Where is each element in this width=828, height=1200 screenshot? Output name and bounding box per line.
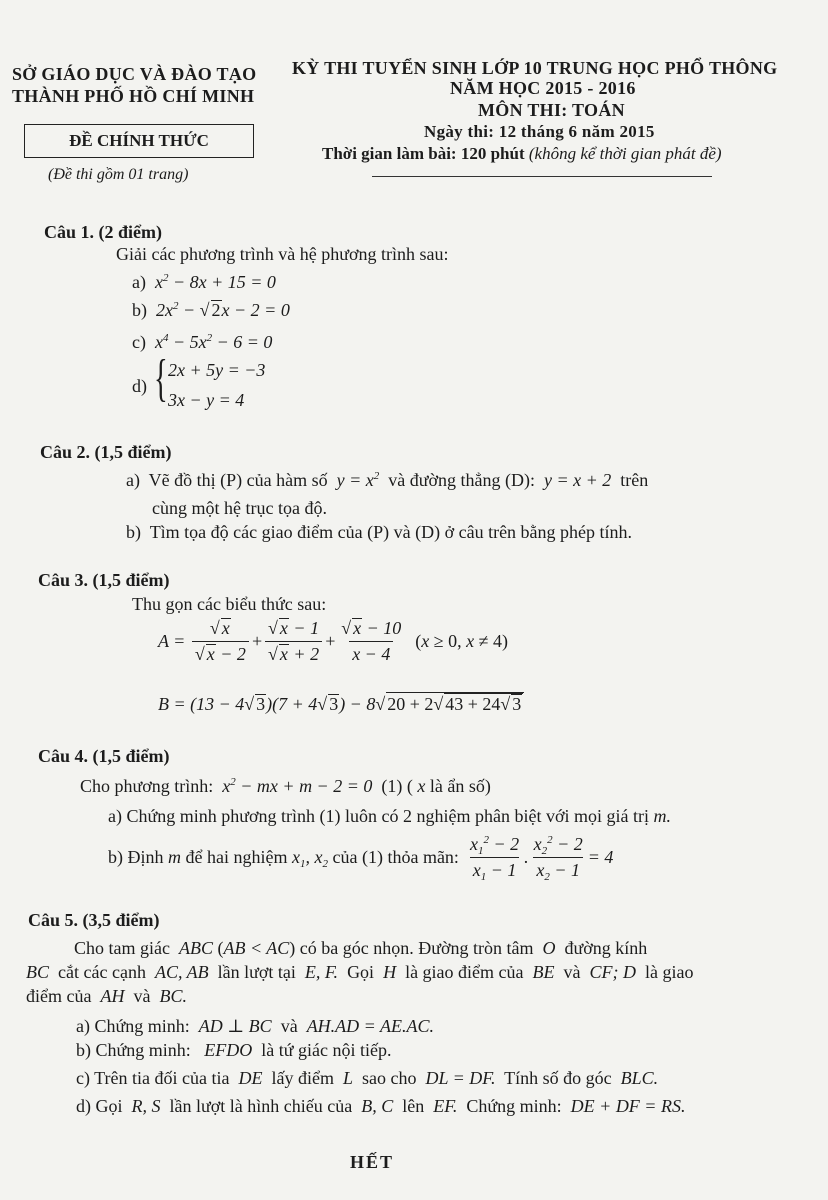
- q4-b-text1: b) Định: [108, 847, 164, 867]
- q4-intro: [80, 776, 491, 797]
- q5-c-text3: sao cho: [361, 1068, 417, 1088]
- q2-a-text1: Vẽ đồ thị (P) của hàm số: [148, 470, 328, 490]
- q5-d-ef: EF.: [428, 1096, 462, 1116]
- q2-a: [126, 470, 648, 491]
- q2-line: y = x + 2: [539, 470, 616, 490]
- q4-a-m: m.: [648, 806, 671, 826]
- pages-note: (Đề thi gồm 01 trang): [48, 166, 189, 183]
- q5-c-text1: c) Trên tia đối của tia: [76, 1068, 230, 1088]
- q5-sides: AC, AB: [150, 962, 214, 982]
- q3-intro: Thu gọn các biểu thức sau:: [132, 594, 327, 614]
- department-line-2: THÀNH PHỐ HỒ CHÍ MINH: [12, 86, 255, 106]
- q5-points-ef: E, F.: [300, 962, 343, 982]
- q5-be: BE: [528, 962, 560, 982]
- q5-p5: lần lượt tại: [217, 962, 296, 982]
- q3-expression-b: B = (13 − 4√ 3)(7 + 4√ 3) − 8√ 20 + 2√ 43 + 24√ 3: [158, 692, 524, 715]
- q5-p8: và: [563, 962, 581, 982]
- q5-h: H: [378, 962, 401, 982]
- duration-note: (không kể thời gian phát đề): [528, 144, 722, 163]
- q5-ah: AH: [95, 986, 129, 1006]
- q4-b-text2: để hai nghiệm: [185, 847, 288, 867]
- q5-title: Câu 5. (3,5 điểm): [28, 910, 160, 930]
- q5-diameter: BC: [26, 962, 54, 982]
- q5-c: [76, 1068, 658, 1089]
- q5-d-text4: Chứng minh:: [466, 1096, 562, 1116]
- q1-b: [132, 300, 290, 321]
- q5-b-text: b) Chứng minh:: [76, 1040, 191, 1060]
- q1-d-eq2: 3x − y = 4: [168, 390, 245, 410]
- q5-triangle: ABC: [174, 938, 218, 958]
- q5-c-text2: lấy điểm: [271, 1068, 334, 1088]
- q5-p1: Cho tam giác: [74, 938, 170, 958]
- q5-p6: Gọi: [347, 962, 375, 982]
- exam-date: Ngày thi: 12 tháng 6 năm 2015: [424, 122, 655, 141]
- q4-b: [108, 834, 613, 881]
- q5-d-eq: DE + DF = RS.: [566, 1096, 686, 1116]
- q5-p7: là giao điểm của: [405, 962, 524, 982]
- duration: Thời gian làm bài: 120 phút: [322, 144, 525, 163]
- q1-b-equation: $2x^2$ − √ 2x − 2 = 0: [151, 300, 290, 320]
- header-rule: [372, 176, 712, 177]
- q4-intro3: là ẩn số): [429, 776, 491, 796]
- duration-line: [322, 144, 722, 164]
- q4-var-x: x: [412, 776, 430, 796]
- q1-a-label: a): [132, 272, 146, 292]
- q2-a-label: a): [126, 470, 140, 490]
- q4-a: [108, 806, 671, 827]
- q4-intro1: Cho phương trình:: [80, 776, 214, 796]
- q5-para-line2: [26, 962, 694, 983]
- q5-a-and: và: [280, 1016, 298, 1036]
- q5-center: O: [538, 938, 561, 958]
- q1-intro: Giải các phương trình và hệ phương trình sau:: [116, 244, 449, 264]
- q5-c-de: DE: [233, 1068, 267, 1088]
- exam-title: KỲ THI TUYỂN SINH LỚP 10 TRUNG HỌC PHỔ THÔNG: [292, 58, 778, 78]
- q2-a-text2: và đường thẳng (D):: [388, 470, 536, 490]
- q5-c-l: L: [338, 1068, 358, 1088]
- q5-para-line3: [26, 986, 187, 1007]
- q1-d-label: d): [132, 376, 147, 396]
- q3-expression-a: A = $\frac{√ x}{√ x - 2}$ + $\frac{√ x - 1}{√ x + 2}$ + $\frac{√ x - 10}{x - 4}$ (x ≥ 0, x ≠ 4): [158, 618, 509, 664]
- q2-title: Câu 2. (1,5 điểm): [40, 442, 172, 462]
- q4-intro2: (1) (: [381, 776, 413, 796]
- q5-b-rest: là tứ giác nội tiếp.: [261, 1040, 392, 1060]
- q4-equation: $x^2$ − mx + m − 2 = 0: [217, 776, 377, 796]
- q5-b-quad: EFDO: [195, 1040, 257, 1060]
- q5-c-angle: BLC.: [616, 1068, 659, 1088]
- q2-b-label: b): [126, 522, 141, 542]
- q5-b: [76, 1040, 391, 1061]
- q1-c-label: c): [132, 332, 146, 352]
- q5-condition: AB < AC: [223, 938, 290, 958]
- official-stamp: [24, 124, 254, 158]
- q3-title: Câu 3. (1,5 điểm): [38, 570, 170, 590]
- q5-a: [76, 1016, 434, 1037]
- q1-title: Câu 1. (2 điểm): [44, 222, 162, 242]
- q4-b-m: m: [163, 847, 186, 867]
- q1-a-equation: $x^2 - 8x + 15 = 0$: [150, 272, 276, 292]
- q5-d-text3: lên: [402, 1096, 425, 1116]
- q5-a-text: a) Chứng minh:: [76, 1016, 190, 1036]
- q5-d: [76, 1096, 685, 1117]
- q5-p4: cắt các cạnh: [58, 962, 146, 982]
- q4-b-text3: của (1) thỏa mãn:: [332, 847, 459, 867]
- official-label: ĐỀ CHÍNH THỨC: [69, 131, 209, 150]
- q4-title: Câu 4. (1,5 điểm): [38, 746, 170, 766]
- q5-para-line1: Cho tam giác ABC (AB < AC) có ba góc nhọn. Đường tròn tâm O đường kính: [74, 938, 648, 958]
- q5-p3: đường kính: [564, 938, 648, 958]
- q4-b-roots: $x_1$, $x_2$: [287, 847, 328, 870]
- q5-c-text4: Tính số đo góc: [504, 1068, 612, 1088]
- end-mark: HẾT: [350, 1152, 395, 1172]
- q1-d-eq1: 2x + 5y = −3: [168, 360, 266, 380]
- q5-p11: và: [133, 986, 151, 1006]
- q2-parabola: $y = x^2$: [332, 470, 380, 490]
- q2-a-text3: trên: [620, 470, 649, 490]
- q4-condition: $\frac{x_1^2 - 2}{x_1 - 1}$ . $\frac{x_2^2 - 2}{x_2 - 1}$ = 4: [469, 834, 614, 883]
- q2-b: [126, 522, 632, 543]
- q5-cf-d: CF; D: [585, 962, 641, 982]
- q5-d-bc: B, C: [356, 1096, 398, 1116]
- school-year: NĂM HỌC 2015 - 2016: [450, 78, 636, 98]
- subject: MÔN THI: TOÁN: [478, 100, 625, 120]
- q5-c-eq: DL = DF.: [420, 1068, 500, 1088]
- q4-a-text: a) Chứng minh phương trình (1) luôn có 2 nghiệm phân biệt với mọi giá trị: [108, 806, 649, 826]
- q5-a-product: AH.AD = AE.AC.: [302, 1016, 434, 1036]
- q1-a: [132, 272, 276, 293]
- q5-d-rs: R, S: [127, 1096, 165, 1116]
- q5-p9: là giao: [645, 962, 694, 982]
- q5-bc: BC.: [154, 986, 187, 1006]
- q1-c-equation: $x^4 - 5x^2 - 6 = 0$: [150, 332, 273, 352]
- q5-a-perp: AD ⊥ BC: [194, 1016, 277, 1036]
- q5-d-text1: d) Gọi: [76, 1096, 123, 1116]
- q2-a-text4: cùng một hệ trục tọa độ.: [152, 498, 327, 518]
- q5-p10: điểm của: [26, 986, 92, 1006]
- department-line-1: SỞ GIÁO DỤC VÀ ĐÀO TẠO: [12, 64, 257, 84]
- q5-d-text2: lần lượt là hình chiếu của: [169, 1096, 353, 1116]
- q1-b-label: b): [132, 300, 147, 320]
- system-brace: {: [154, 350, 168, 407]
- q2-b-text: Tìm tọa độ các giao điểm của (P) và (D) ở câu trên bằng phép tính.: [149, 522, 633, 542]
- q5-p2: có ba góc nhọn. Đường tròn tâm: [299, 938, 534, 958]
